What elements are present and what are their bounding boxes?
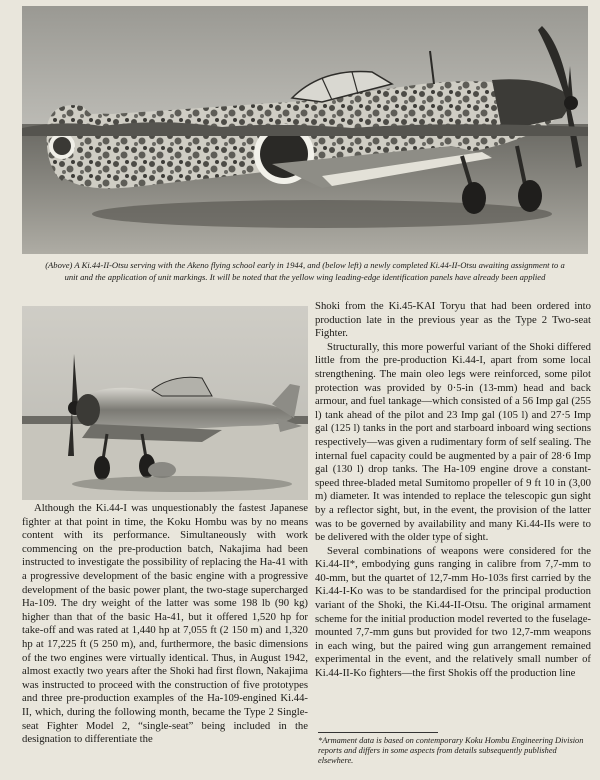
paragraph: Several combinations of weapons were considered for the Ki.44-II*, embodying guns ranging in calibre from 7,7-mm to 40-mm, but the quartet of 12,7-mm Ho-103s first carried by the Ki.44-I-Ko was to be standardised for the principal production variant of the Shoki, the Ki.44-II-Otsu. The original armament scheme for the initial production model reverted to the fuselage-mounted 7,7-mm guns but provided for two 12,7-mm weapons in each wing, but the paired wing gun arrangement remained experimental in the event, and the relatively small number of Ki.44-II-Ko fighters—the first Shokis off the production line	[315, 544, 591, 680]
right-text-column	[315, 300, 591, 681]
figure-caption: (Above) A Ki.44-II-Otsu serving with the Akeno flying school early in 1944, and (below left) a newly completed Ki.44-II-Otsu awaiting assignment to a unit and the application of unit markings. It will be noted that the yellow wing leading-edge identification panels have already been applied	[45, 260, 565, 282]
left-text-column	[22, 502, 308, 747]
ki44-new-photo	[22, 306, 308, 500]
footnote: *Armament data is based on contemporary Koku Hombu Engineering Division reports and differs in some aspects from details subsequently published elsewhere.	[318, 736, 584, 766]
ki44-akeno-photo	[22, 6, 588, 254]
aircraft-photo-illustration-2	[22, 306, 308, 500]
paragraph: Although the Ki.44-I was unquestionably the fastest Japanese fighter at that point in time, the Koku Hombu was by no means content with its performance. Simultaneously with work commencing on the pre-production batch, Nakajima had been instructed to investigate the possibility of replacing the Ha-41 with a progressive development of the basic engine with a progressive development of the basic power plant, the two-stage supercharged Ha-109. The dry weight of the latter was some 198 lb (90 kg) higher than that of the basic Ha-41, but it offered 1,520 hp for take-off and was rated at 1,440 hp at 7,055 ft (2 150 m) and 1,320 hp at 17,225 ft (5 250 m), and, furthermore, the basic dimensions of the two engines were virtually identical. Thus, in August 1942, almost exactly two years after the Shoki had first flown, Nakajima was instructed to proceed with the construction of five prototypes and three pre-production examples of the Ha-109-engined Ki.44-II, which, during the following month, became the Type 2 Single-seat Fighter Model 2, “single-seat” being included in the designation to differentiate the	[22, 502, 308, 746]
footnote-divider	[318, 732, 438, 733]
aircraft-photo-illustration	[22, 6, 588, 254]
paragraph: Structurally, this more powerful variant of the Shoki differed little from the pre-production Ki.44-I, apart from some local strengthening. The main oleo legs were reinforced, some pilot protection was provided by 0·5-in (13-mm) head and back armour, and fuel tankage—which consisted of a 56 Imp gal (255 l) tank ahead of the pilot and 23 Imp gal (105 l) and 27·5 Imp gal (125 l) tanks in the port and starboard inboard wing sections respectively—was given a rudimentary form of self sealing. The internal fuel capacity could be augmented by a pair of 28·6 Imp gal (130 l) drop tanks. The Ha-109 engine drove a constant-speed three-bladed metal Sumitomo propeller of 9 ft 10 in (3,00 m) diameter. It was intended to replace the telescopic gun sight by a reflector sight, but, in the event, the provision of the latter was to be governed by availability and many Ki.44-IIs were to be delivered with the older type of sight.	[315, 340, 591, 544]
paragraph: Shoki from the Ki.45-KAI Toryu that had been ordered into production late in the previous year as the Type 2 Two-seat Fighter.	[315, 300, 591, 340]
